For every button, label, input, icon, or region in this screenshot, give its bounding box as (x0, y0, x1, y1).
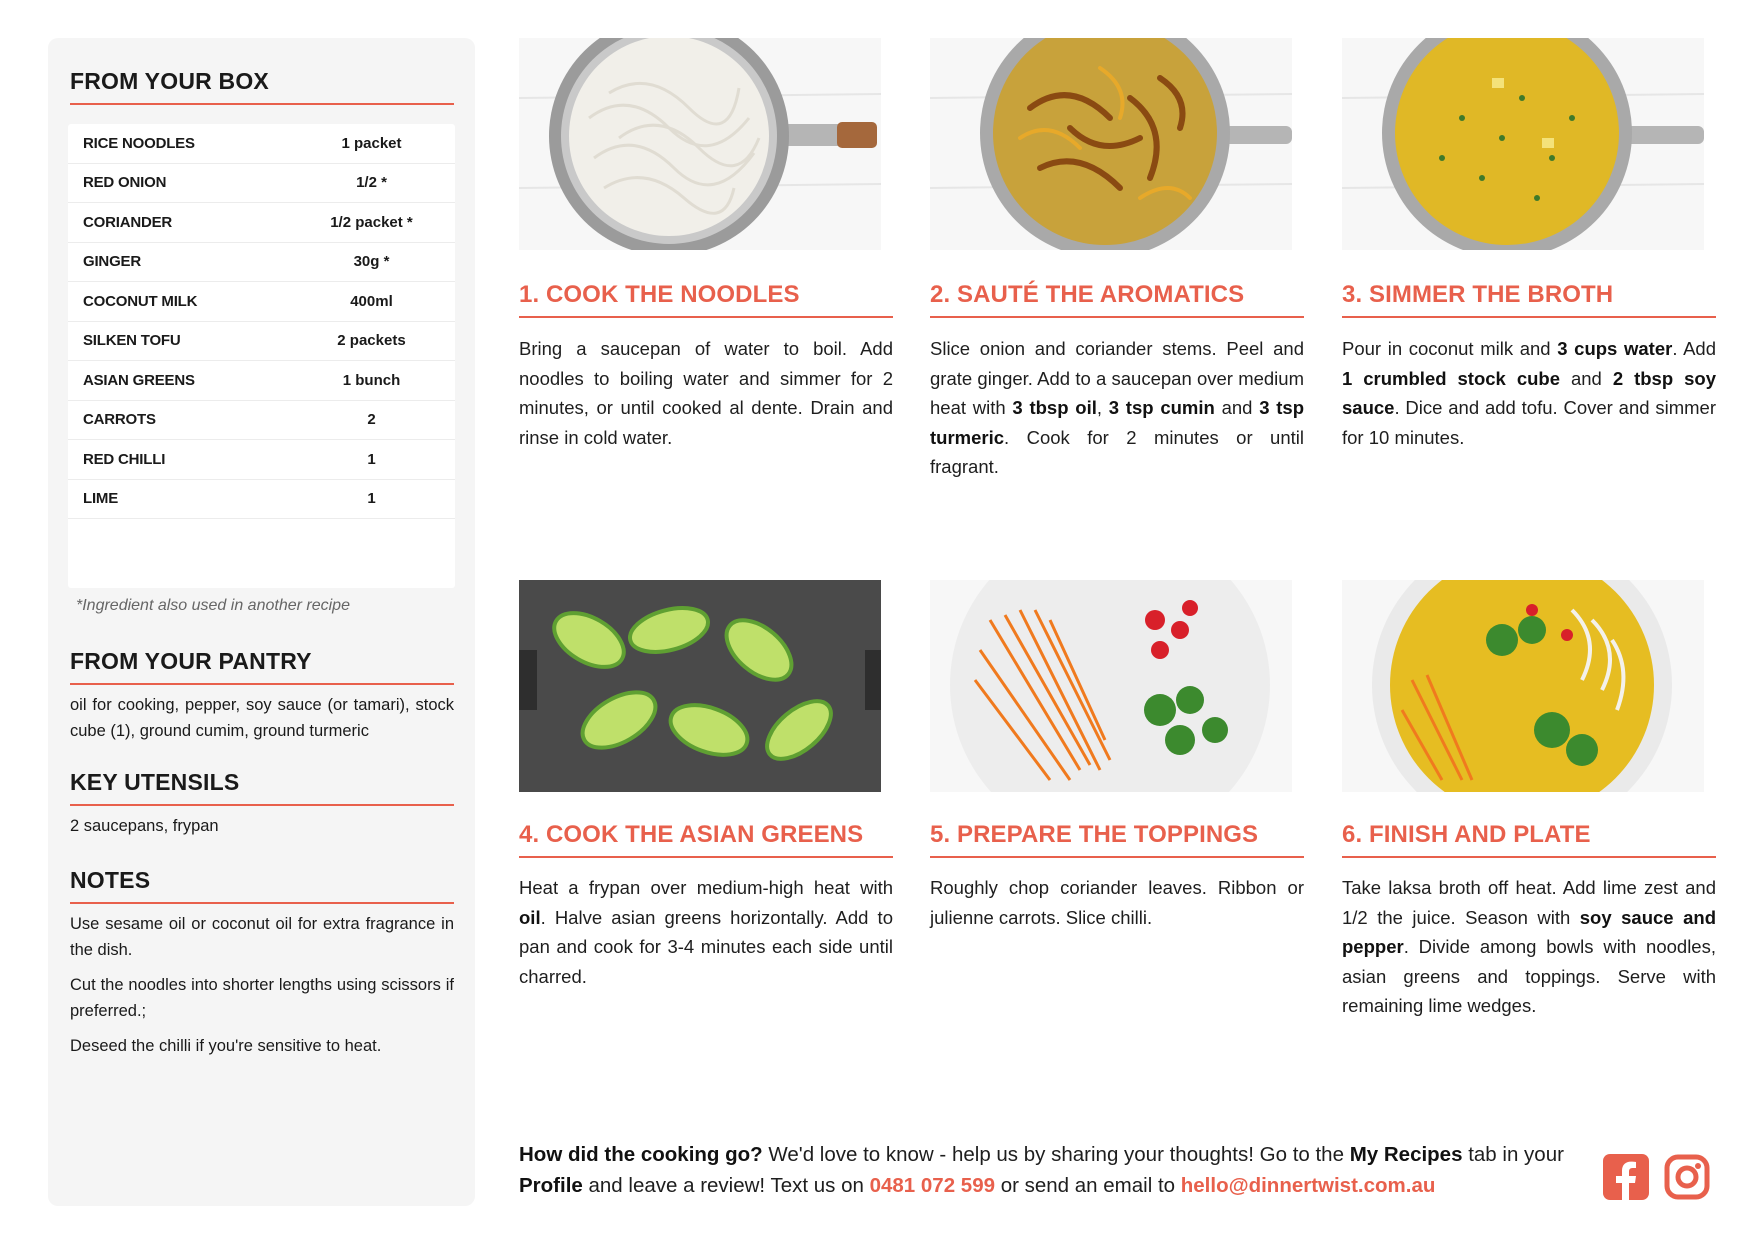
facebook-icon[interactable] (1603, 1154, 1649, 1200)
feedback-message (519, 1139, 1579, 1201)
key-utensils-heading: KEY UTENSILS (70, 769, 454, 806)
from-your-box-heading: FROM YOUR BOX (70, 68, 454, 105)
feedback-text-1: We'd love to know - help us by sharing your thoughts! Go to the (762, 1143, 1350, 1166)
step-6-title: 6. FINISH AND PLATE (1342, 821, 1716, 858)
ingredient-name: RED CHILLI (83, 450, 166, 468)
finished-laksa-bowl-image (1342, 580, 1704, 792)
note-item: Deseed the chilli if you're sensitive to heat. (70, 1037, 382, 1055)
ingredient-quantity: 1/2 * (356, 174, 387, 192)
ingredient-row (68, 480, 455, 520)
ingredient-row (68, 401, 455, 441)
profile-label: Profile (519, 1174, 583, 1197)
step-text-run: Roughly chop coriander leaves. Ribbon or julienne carrots. Slice chilli. (930, 877, 1304, 928)
step-4-title: 4. COOK THE ASIAN GREENS (519, 821, 893, 858)
ingredient-quantity: 1 bunch (342, 371, 401, 389)
ingredient-name: RED ONION (83, 174, 167, 192)
ingredient-row (68, 322, 455, 362)
step-highlight: 3 tsp cumin (1108, 397, 1215, 418)
step-text-run: Bring a saucepan of water to boil. Add noodles to boiling water and simmer for 2 minutes, or until cooked al dente. Drain and rinse in cold water. (519, 338, 893, 448)
phone-link[interactable]: 0481 072 599 (869, 1174, 995, 1197)
ingredient-name: GINGER (83, 253, 141, 271)
step-text-run: Take laksa broth off heat. Add lime zest and 1/2 the juice. Season with (1342, 877, 1716, 928)
ingredient-name: COCONUT MILK (83, 292, 198, 310)
step-highlight: 1 crumbled stock cube (1342, 367, 1560, 389)
aromatics-pan-image (930, 38, 1292, 250)
noodles-strainer-image (519, 38, 881, 250)
step-1-title: 1. COOK THE NOODLES (519, 281, 893, 318)
ingredient-row (68, 124, 455, 164)
feedback-text-2: tab in your (1462, 1143, 1564, 1166)
ingredient-name: SILKEN TOFU (83, 332, 181, 350)
step-highlight: 2 tbsp soy sauce (1342, 367, 1716, 418)
step-text-run: . Halve asian greens horizontally. Add to pan and cook for 3-4 minutes each side until charred. (519, 906, 893, 987)
ingredient-quantity: 2 packets (337, 332, 406, 350)
step-6-text (1342, 873, 1716, 1021)
ingredient-quantity: 1/2 packet * (330, 213, 413, 231)
ingredient-name: LIME (83, 490, 119, 508)
pantry-text: oil for cooking, pepper, soy sauce (or tamari), stock cube (1), ground cumim, ground turmeric (70, 696, 454, 740)
step-4-photo (519, 580, 881, 792)
asian-greens-frypan-image (519, 580, 881, 792)
step-5-text (930, 873, 1304, 932)
step-text-run: . Dice and add tofu. Cover and simmer for 10 minutes. (1342, 397, 1716, 448)
ingredient-row (68, 282, 455, 322)
step-1-text (519, 334, 893, 452)
step-5-title: 5. PREPARE THE TOPPINGS (930, 821, 1304, 858)
step-2-title: 2. SAUTÉ THE AROMATICS (930, 281, 1304, 318)
feedback-text-4: or send an email to (995, 1174, 1181, 1197)
ingredient-quantity: 1 packet (341, 134, 402, 152)
ingredient-name: CARROTS (83, 411, 156, 429)
ingredient-name: ASIAN GREENS (83, 371, 195, 389)
step-6-photo (1342, 580, 1704, 792)
ingredient-row (68, 361, 455, 401)
from-your-pantry-heading: FROM YOUR PANTRY (70, 648, 454, 685)
note-item: Use sesame oil or coconut oil for extra fragrance in the dish. (70, 915, 454, 959)
broth-pan-image (1342, 38, 1704, 250)
step-text-run: Slice onion and coriander stems. Peel and grate ginger. Add to a saucepan over medium heat with (930, 338, 1304, 418)
step-2-photo (930, 38, 1292, 250)
step-text-run: and (1214, 397, 1260, 418)
ingredient-quantity: 1 (367, 450, 376, 468)
step-text-run: . Cook for 2 minutes or until fragrant. (930, 426, 1304, 477)
feedback-text-3: and leave a review! Text us on (582, 1174, 870, 1197)
step-4-text (519, 873, 893, 991)
ingredient-quantity: 30g * (353, 253, 390, 271)
ingredient-row (68, 243, 455, 283)
notes-heading: NOTES (70, 867, 454, 904)
ingredient-quantity: 2 (367, 411, 376, 429)
ingredients-sidebar (48, 38, 475, 1206)
ingredient-footnote: *Ingredient also used in another recipe (76, 597, 350, 614)
ingredient-row (68, 440, 455, 480)
utensils-text: 2 saucepans, frypan (70, 817, 219, 835)
step-highlight: soy sauce and pepper (1342, 906, 1716, 957)
step-2-text (930, 334, 1304, 482)
ingredient-name: CORIANDER (83, 213, 173, 231)
ingredient-name: RICE NOODLES (83, 134, 195, 152)
ingredient-quantity: 1 (367, 490, 376, 508)
step-text-run: Pour in coconut milk and (1342, 338, 1558, 359)
step-3-photo (1342, 38, 1704, 250)
feedback-question: How did the cooking go? (519, 1143, 763, 1166)
my-recipes-label: My Recipes (1349, 1143, 1463, 1166)
step-text-run: . Divide among bowls with noodles, asian greens and toppings. Serve with remaining lime wedges. (1342, 936, 1716, 1016)
step-3-title: 3. SIMMER THE BROTH (1342, 281, 1716, 318)
step-3-text (1342, 334, 1716, 452)
step-1-photo (519, 38, 881, 250)
step-text-run: , (1096, 397, 1109, 418)
ingredients-table (68, 124, 455, 588)
ingredient-quantity: 400ml (350, 292, 393, 310)
step-text-run: and (1560, 367, 1613, 389)
instagram-icon[interactable] (1664, 1154, 1710, 1200)
step-highlight: 3 tsp turmeric (930, 397, 1304, 448)
ingredient-row (68, 164, 455, 204)
step-text-run: . Add (1672, 338, 1717, 359)
toppings-plate-image (930, 580, 1292, 792)
step-5-photo (930, 580, 1292, 792)
step-highlight: 3 tbsp oil (1012, 397, 1097, 418)
step-text-run: Heat a frypan over medium-high heat with (519, 877, 893, 898)
step-highlight: 3 cups water (1557, 338, 1673, 359)
notes-list (70, 911, 454, 1068)
email-link[interactable]: hello@dinnertwist.com.au (1180, 1174, 1436, 1197)
step-highlight: oil (519, 906, 541, 928)
ingredient-row (68, 203, 455, 243)
note-item: Cut the noodles into shorter lengths using scissors if preferred.; (70, 976, 454, 1020)
